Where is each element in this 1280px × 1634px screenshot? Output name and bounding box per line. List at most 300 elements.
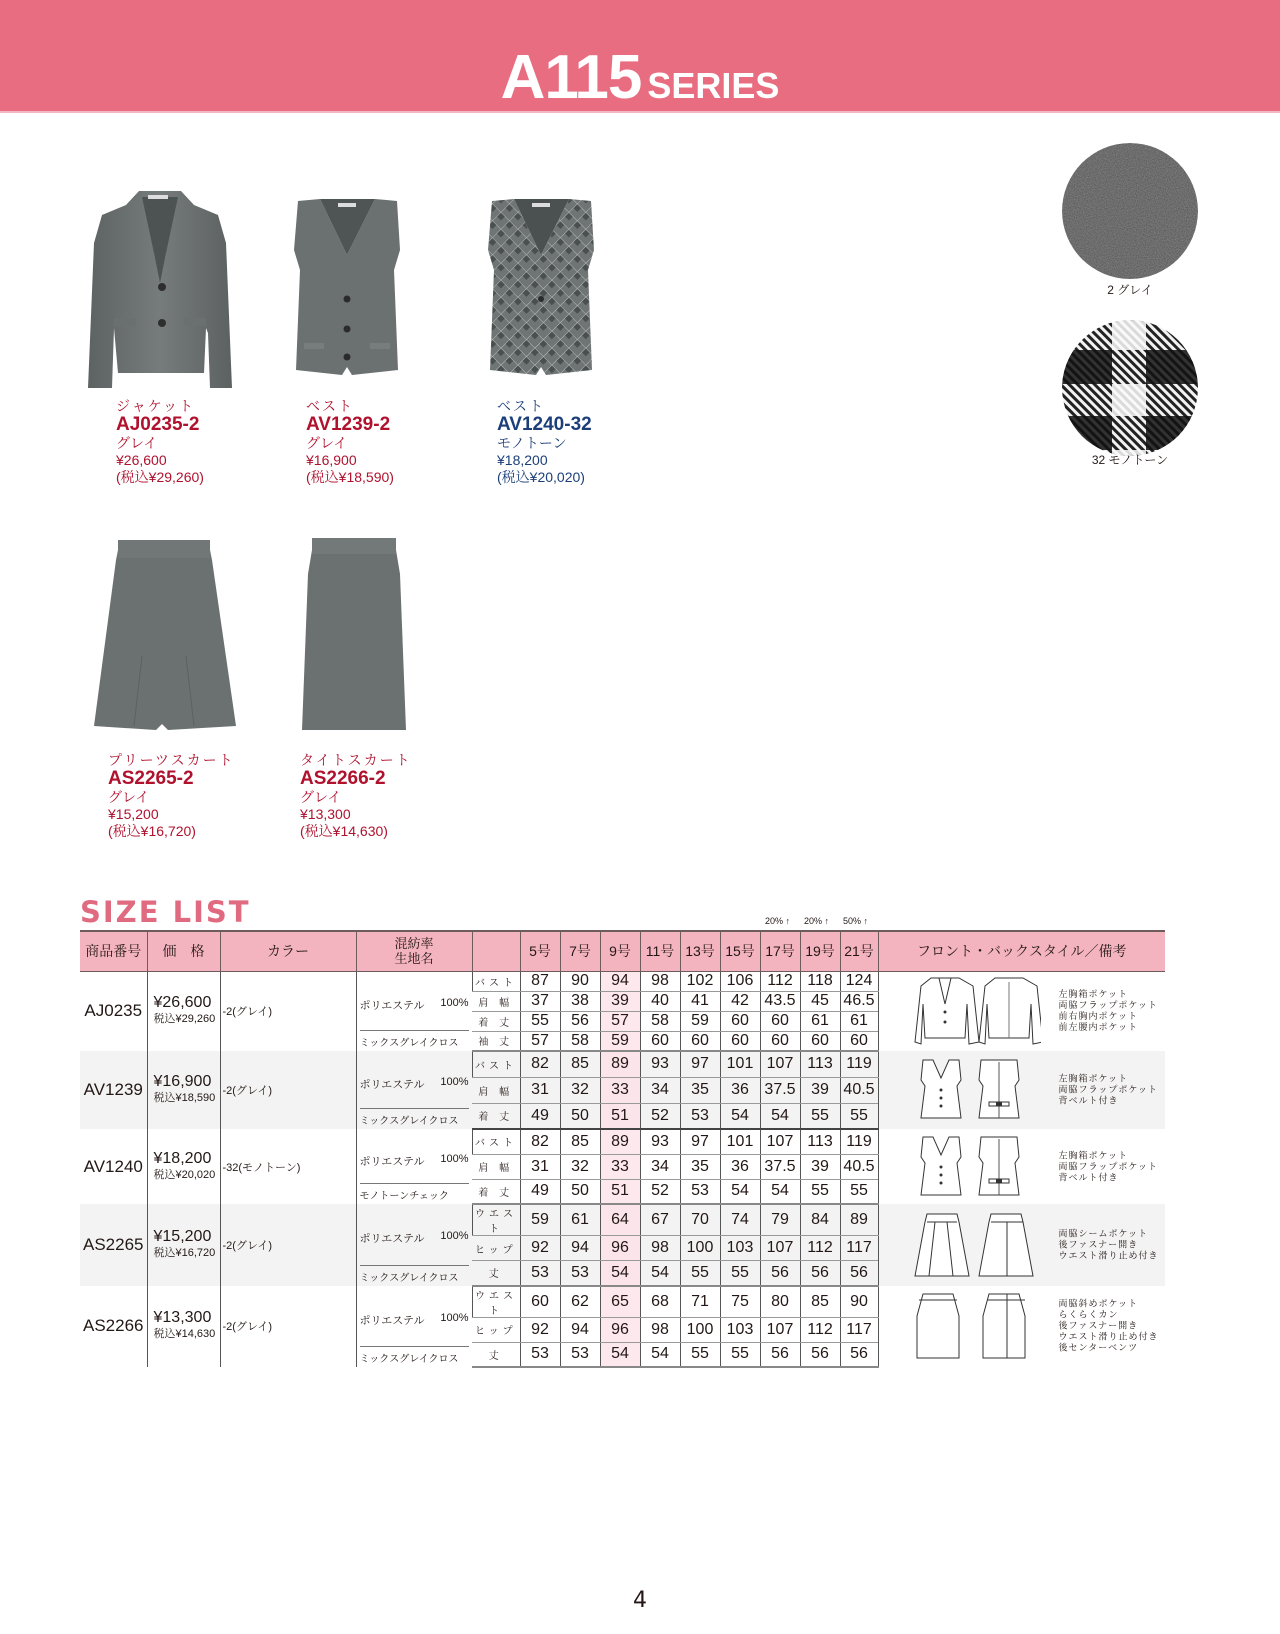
product-price: ¥18,200 [497,452,548,468]
size-value: 124 [840,971,878,991]
size-value: 65 [600,1286,640,1318]
size-value: 51 [600,1103,640,1129]
jacket-front-back-drawing [911,974,1041,1048]
size-value: 56 [760,1342,800,1367]
size-value: 56 [800,1261,840,1286]
measure-label: 丈 [472,1342,520,1367]
header-size: 21号 [840,931,878,971]
product-card-vest[interactable] [306,398,394,486]
size-value: 59 [600,1031,640,1051]
style-note: らくらくカン [1058,1309,1119,1320]
material-percent: 100% [440,1075,469,1088]
size-value: 107 [760,1236,800,1261]
size-value: 39 [800,1154,840,1179]
measure-label: 袖 丈 [472,1031,520,1051]
check-vest-photo [484,195,599,380]
size-value: 90 [840,1286,878,1318]
header-mix [356,931,472,971]
pleated-skirt-photo [90,536,240,731]
size-value: 51 [600,1179,640,1204]
item-price [147,971,220,1051]
style-cell [878,1204,1165,1286]
header-size: 7号 [560,931,600,971]
product-tax-price: (税込¥18,590) [306,469,394,485]
header-measure [472,931,520,971]
style-notes [1059,1228,1159,1261]
measure-label: バスト [472,971,520,991]
style-notes [1059,1299,1159,1354]
table-row [80,1204,1165,1236]
material-percent: 100% [440,1230,469,1243]
size-value: 50 [560,1103,600,1129]
header-size: 17号 [760,931,800,971]
product-code: AS2266-2 [300,768,386,789]
size-value: 37.5 [760,1154,800,1179]
table-row [80,1051,1165,1077]
size-table [80,930,1165,1368]
size-value: 56 [760,1261,800,1286]
product-card-pleated-skirt[interactable] [108,752,235,840]
header-size: 13号 [680,931,720,971]
size-value: 55 [840,1179,878,1204]
size-value: 60 [840,1031,878,1051]
size-value: 39 [800,1077,840,1103]
size-value: 82 [520,1051,560,1077]
header-color: カラー [220,931,356,971]
header-code: 商品番号 [80,931,147,971]
header-fabric-name: 生地名 [394,951,434,967]
size-value: 31 [520,1154,560,1179]
size-value: 56 [840,1342,878,1367]
upcharge-19: 20% ↑ [804,916,830,926]
size-value: 36 [720,1154,760,1179]
size-value: 54 [600,1261,640,1286]
header-size: 11号 [640,931,680,971]
header-price: 価 格 [147,931,220,971]
jacket-photo [84,183,236,393]
style-note: 後センターベンツ [1058,1342,1139,1353]
product-kind: ジャケット [116,398,196,414]
style-note: ウエスト滑り止め付き [1058,1331,1159,1342]
style-note: 両脇フラップポケット [1058,1084,1158,1095]
size-value: 119 [840,1129,878,1154]
material-name: ポリエステル [359,1314,425,1327]
size-value: 107 [760,1051,800,1077]
item-color: -2(グレイ) [220,1286,356,1368]
size-value: 34 [640,1154,680,1179]
size-value: 89 [840,1204,878,1236]
fabric-name: ミックスグレイクロス [360,1108,469,1127]
price-tax: 税込¥14,630 [153,1328,216,1341]
size-value: 41 [680,991,720,1011]
size-value: 35 [680,1077,720,1103]
size-value: 35 [680,1154,720,1179]
size-value: 74 [720,1204,760,1236]
size-value: 60 [680,1031,720,1051]
measure-label: 着 丈 [472,1103,520,1129]
size-value: 68 [640,1286,680,1318]
size-value: 40 [640,991,680,1011]
swatch-monotone [1062,320,1198,456]
size-value: 62 [560,1286,600,1318]
size-value: 55 [800,1179,840,1204]
item-material [356,1129,472,1204]
item-code: AS2266 [83,1316,144,1336]
size-value: 106 [720,971,760,991]
style-note: 両脇フラップポケット [1058,1000,1158,1011]
price-value: ¥26,600 [153,994,212,1012]
size-value: 101 [720,1129,760,1154]
size-value: 94 [560,1236,600,1261]
size-value: 59 [520,1204,560,1236]
product-code: AV1239-2 [306,414,391,435]
page-number: 4 [633,1588,647,1613]
size-value: 54 [720,1179,760,1204]
style-note: 左胸箱ポケット [1058,1073,1129,1084]
material-percent: 100% [440,1311,469,1324]
size-value: 64 [600,1204,640,1236]
size-value: 53 [680,1103,720,1129]
size-value: 33 [600,1077,640,1103]
size-value: 107 [760,1317,800,1342]
size-value: 55 [720,1261,760,1286]
series-word: SERIES [647,65,780,106]
size-value: 54 [720,1103,760,1129]
item-price [147,1204,220,1286]
style-note: 後ファスナー開き [1058,1320,1139,1331]
series-number: A115 [500,43,642,112]
size-value: 37.5 [760,1077,800,1103]
item-code: AV1239 [80,1051,147,1129]
table-row [80,1129,1165,1154]
size-value: 54 [600,1342,640,1367]
header-mix-rate: 混紡率 [394,936,434,952]
product-kind: ベスト [497,398,545,414]
price-tax: 税込¥20,020 [153,1168,216,1181]
material-percent: 100% [440,1152,469,1165]
measure-label: ウエスト [472,1286,520,1318]
size-value: 54 [760,1103,800,1129]
item-price [147,1129,220,1204]
size-list-title: SIZE LIST [80,895,251,929]
measure-label: ヒップ [472,1236,520,1261]
size-value: 60 [800,1031,840,1051]
header-size: 19号 [800,931,840,971]
style-cell [878,971,1165,1051]
size-value: 40.5 [840,1077,878,1103]
price-tax: 税込¥18,590 [153,1092,216,1104]
size-value: 96 [600,1236,640,1261]
header-style: フロント・バックスタイル／備考 [878,931,1165,971]
table-row [80,1286,1165,1318]
style-note: 後ファスナー開き [1058,1239,1139,1250]
size-value: 85 [800,1286,840,1318]
style-note: 背ベルト付き [1058,1095,1119,1106]
size-value: 80 [760,1286,800,1318]
product-kind: プリーツスカート [108,752,235,768]
item-code: AS2265 [80,1204,147,1286]
style-note: 両脇シームポケット [1058,1228,1149,1239]
product-card-jacket[interactable] [116,398,204,486]
size-value: 89 [600,1051,640,1077]
material-percent: 100% [440,996,469,1009]
material-name: ポリエステル [359,1155,425,1168]
size-value: 38 [560,991,600,1011]
size-value: 79 [760,1204,800,1236]
size-value: 60 [520,1286,560,1318]
product-color: グレイ [300,789,342,805]
size-value: 101 [720,1051,760,1077]
measure-label: ヒップ [472,1317,520,1342]
style-notes [1059,1074,1158,1107]
product-color: グレイ [116,435,158,451]
measure-label: ウエスト [472,1204,520,1236]
price-value: ¥16,900 [153,1073,212,1090]
product-code: AS2265-2 [108,768,194,789]
size-value: 55 [680,1342,720,1367]
size-value: 36 [720,1077,760,1103]
size-value: 32 [560,1077,600,1103]
price-tax: 税込¥29,260 [153,1013,216,1026]
measure-label: 着 丈 [472,1179,520,1204]
size-value: 94 [600,971,640,991]
size-value: 85 [560,1051,600,1077]
style-note: 両脇フラップポケット [1058,1161,1158,1171]
size-value: 39 [600,991,640,1011]
size-value: 60 [760,1011,800,1031]
size-value: 53 [520,1261,560,1286]
price-value: ¥15,200 [153,1227,212,1245]
item-material [356,1204,472,1286]
tight-skirt-front-back-drawing [911,1292,1041,1360]
item-color: -2(グレイ) [220,971,356,1051]
size-value: 56 [800,1342,840,1367]
size-value: 53 [560,1342,600,1367]
product-price: ¥16,900 [306,452,357,468]
size-value: 42 [720,991,760,1011]
style-cell [878,1286,1165,1368]
size-value: 61 [840,1011,878,1031]
size-value: 52 [640,1103,680,1129]
product-price: ¥13,300 [300,806,351,822]
fabric-name: ミックスグレイクロス [360,1346,469,1365]
measure-label: 肩 幅 [472,1077,520,1103]
size-value: 85 [560,1129,600,1154]
size-value: 94 [560,1317,600,1342]
size-value: 54 [760,1179,800,1204]
measure-label: 着 丈 [472,1011,520,1031]
material-name: ポリエステル [359,1233,425,1246]
size-value: 57 [600,1011,640,1031]
size-value: 31 [520,1077,560,1103]
product-tax-price: (税込¥14,630) [300,823,388,839]
product-price: ¥26,600 [116,452,167,468]
item-color: -2(グレイ) [220,1051,356,1129]
size-value: 55 [680,1261,720,1286]
size-value: 82 [520,1129,560,1154]
style-cell [878,1051,1165,1129]
size-value: 34 [640,1077,680,1103]
size-value: 113 [800,1129,840,1154]
size-value: 93 [640,1051,680,1077]
size-value: 58 [640,1011,680,1031]
size-value: 100 [680,1317,720,1342]
style-note: 前左腰内ポケット [1058,1022,1139,1033]
size-value: 53 [560,1261,600,1286]
size-value: 118 [800,971,840,991]
style-notes [1059,989,1158,1033]
measure-label: 肩 幅 [472,1154,520,1179]
item-color: -32(モノトーン) [220,1129,356,1204]
size-value: 112 [760,971,800,991]
vest-front-back-drawing [911,1058,1041,1122]
measure-label: 肩 幅 [472,991,520,1011]
product-kind: ベスト [306,398,354,414]
size-value: 100 [680,1236,720,1261]
fabric-name: ミックスグレイクロス [360,1030,469,1049]
size-value: 60 [760,1031,800,1051]
product-kind: タイトスカート [300,752,412,768]
size-value: 55 [800,1103,840,1129]
material-name: ポリエステル [359,999,425,1012]
product-tax-price: (税込¥29,260) [116,469,204,485]
size-value: 117 [840,1317,878,1342]
size-value: 60 [720,1031,760,1051]
size-value: 93 [640,1129,680,1154]
upcharge-17: 20% ↑ [765,916,791,926]
style-cell [878,1129,1165,1204]
product-card-check-vest[interactable] [497,398,592,486]
size-value: 97 [680,1129,720,1154]
header-size: 5号 [520,931,560,971]
style-note: ウエスト滑り止め付き [1058,1250,1159,1261]
item-material [356,1286,472,1368]
swatch-monotone-label: 32 モノトーン [1091,453,1169,467]
item-code: AJ0235 [84,1001,143,1021]
product-code: AV1240-32 [497,414,592,435]
size-value: 61 [800,1011,840,1031]
size-value: 97 [680,1051,720,1077]
header-size: 9号 [600,931,640,971]
size-value: 33 [600,1154,640,1179]
size-value: 87 [520,971,560,991]
series-banner [0,0,1280,113]
swatch-gray-label: 2 グレイ [1107,283,1153,297]
size-value: 89 [600,1129,640,1154]
size-value: 46.5 [840,991,878,1011]
size-value: 55 [520,1011,560,1031]
product-code: AJ0235-2 [116,414,200,435]
size-value: 119 [840,1051,878,1077]
size-value: 98 [640,971,680,991]
size-value: 60 [720,1011,760,1031]
table-header-row [80,931,1165,971]
item-price [147,1286,220,1368]
measure-label: バスト [472,1051,520,1077]
size-value: 112 [800,1236,840,1261]
product-price: ¥15,200 [108,806,159,822]
size-value: 56 [560,1011,600,1031]
size-value: 103 [720,1317,760,1342]
size-value: 107 [760,1129,800,1154]
size-value: 55 [840,1103,878,1129]
product-color: グレイ [306,435,348,451]
size-value: 32 [560,1154,600,1179]
size-value: 45 [800,991,840,1011]
size-value: 112 [800,1317,840,1342]
size-value: 61 [560,1204,600,1236]
product-card-tight-skirt[interactable] [300,752,412,840]
fabric-name: ミックスグレイクロス [360,1265,469,1284]
size-value: 98 [640,1317,680,1342]
size-value: 52 [640,1179,680,1204]
style-note: 前右胸内ポケット [1058,1011,1139,1022]
size-value: 55 [720,1342,760,1367]
size-value: 54 [640,1261,680,1286]
product-tax-price: (税込¥20,020) [497,469,585,485]
size-value: 92 [520,1236,560,1261]
product-color: グレイ [108,789,150,805]
price-tax: 税込¥16,720 [153,1246,216,1259]
size-value: 57 [520,1031,560,1051]
size-value: 117 [840,1236,878,1261]
size-value: 49 [520,1179,560,1204]
size-value: 98 [640,1236,680,1261]
item-material [356,1051,472,1129]
size-value: 75 [720,1286,760,1318]
size-value: 53 [680,1179,720,1204]
price-value: ¥13,300 [153,1309,212,1327]
size-value: 84 [800,1204,840,1236]
style-note: 左胸箱ポケット [1058,989,1129,1000]
price-value: ¥18,200 [153,1149,212,1167]
size-value: 58 [560,1031,600,1051]
style-note: 左胸箱ポケット [1058,1150,1129,1160]
fabric-name: モノトーンチェック [360,1183,469,1202]
series-title [0,42,1280,113]
size-value: 92 [520,1317,560,1342]
product-color: モノトーン [497,435,567,451]
product-tax-price: (税込¥16,720) [108,823,196,839]
vest-front-back-drawing [911,1135,1041,1199]
style-notes [1059,1150,1158,1183]
size-value: 56 [840,1261,878,1286]
size-value: 40.5 [840,1154,878,1179]
size-value: 43.5 [760,991,800,1011]
size-value: 60 [640,1031,680,1051]
upcharge-21: 50% ↑ [843,916,869,926]
tight-skirt-photo [296,534,412,734]
material-name: ポリエステル [359,1078,425,1091]
swatch-gray [1062,143,1198,279]
size-value: 67 [640,1204,680,1236]
size-value: 103 [720,1236,760,1261]
size-value: 90 [560,971,600,991]
size-value: 53 [520,1342,560,1367]
size-value: 54 [640,1342,680,1367]
table-row [80,971,1165,991]
style-note: 両脇斜めポケット [1058,1298,1139,1309]
item-material [356,971,472,1051]
size-value: 37 [520,991,560,1011]
size-value: 59 [680,1011,720,1031]
style-note: 背ベルト付き [1058,1172,1119,1182]
header-size: 15号 [720,931,760,971]
vest-photo [290,195,405,380]
size-value: 50 [560,1179,600,1204]
pleated-skirt-front-back-drawing [911,1212,1041,1278]
size-value: 71 [680,1286,720,1318]
